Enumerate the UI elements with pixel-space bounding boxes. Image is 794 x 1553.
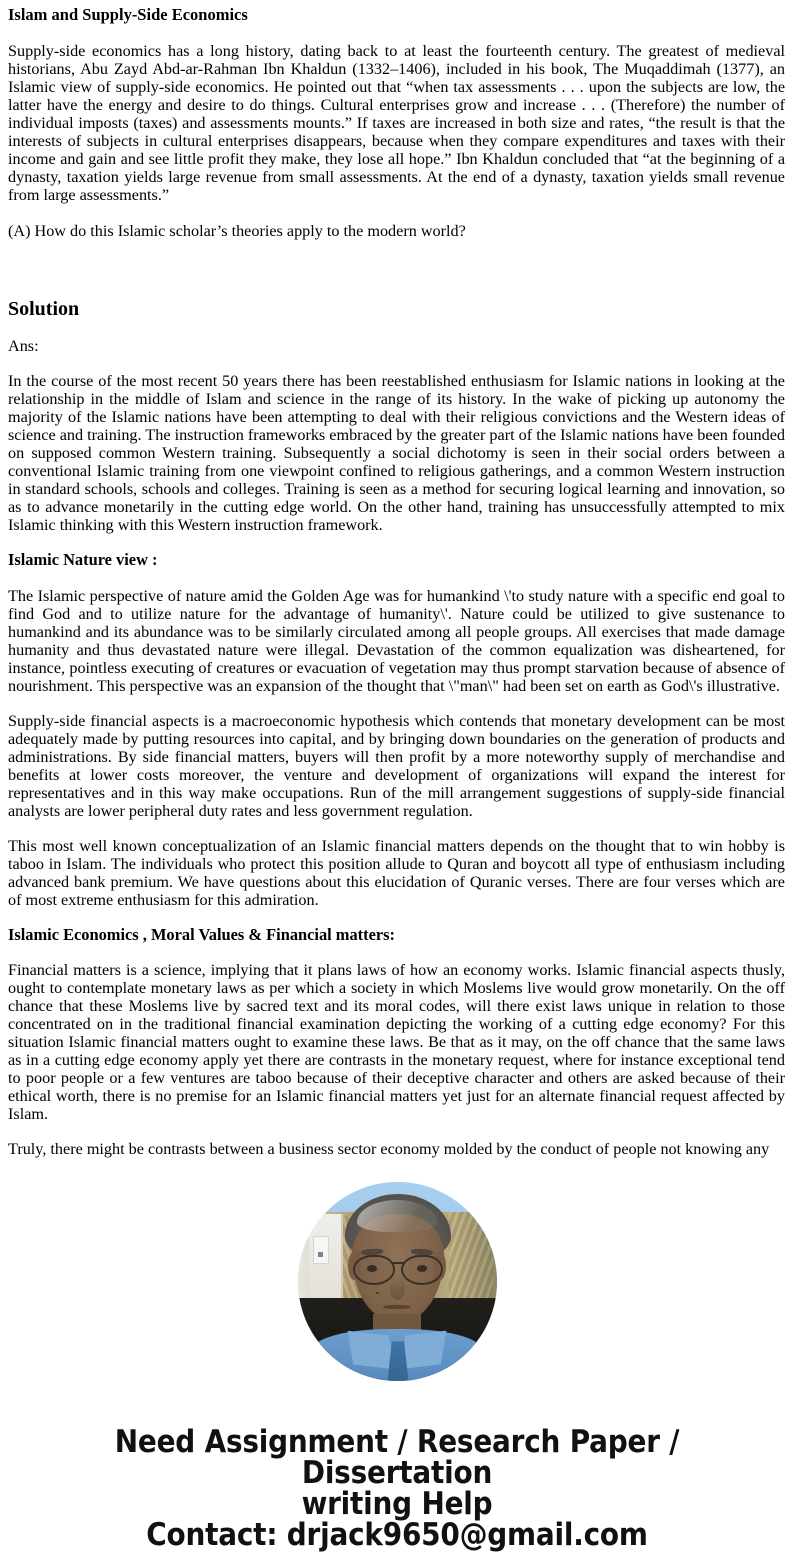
eyeglass-bridge	[391, 1262, 405, 1264]
answer-paragraph: In the course of the most recent 50 years there has been reestablished enthusiasm for Islamic nations in looking at the relationship in the middle of Islam and science in the range of its history. In the wake of picking up autonomy the majority of the Islamic nations have been attempting to deal with their religious convictions and the Western ideas of science and training. The instruction frameworks embraced by the greater part of the Islamic nations have been founded on supposed common Western training. Subsequently a social dichotomy is seen in their social orders between a conventional Islamic training from one viewpoint confined to religious gatherings, and a common Western instruction in standard schools, schools and colleges. Training is seen as a method for securing logical learning and innovation, so as to advance monetarily in the cutting edge world. On the other hand, training has unsuccessfully attempted to mix Islamic thinking with this Western instruction framework.	[8, 372, 785, 535]
person-collar-right	[400, 1331, 446, 1369]
spacer	[0, 534, 794, 551]
spacer	[0, 820, 794, 837]
truncated-paragraph: Truly, there might be contrasts between a business sector economy molded by the conduct of people not knowing any	[8, 1140, 770, 1159]
eyeglass-lens-right	[401, 1255, 443, 1285]
islamic-nature-paragraph: The Islamic perspective of nature amid the Golden Age was for humankind \'to study nature with a specific end goal to find God and to utilize nature for the advantage of humanity\'. Nature could be utilized to give sustenance to humankind and its abundance was to be similarly circulated among all people groups. All exercises that made damage humanity and thus devastated nature were illegal. Devastation of the common equalization was disheartened, for instance, pointless executing of creatures or evacuation of vegetation may thus prompt starvation because of absence of nourishment. This perspective was an expansion of the thought that \"man\" had been set on earth as God\'s illustrative.	[8, 586, 785, 695]
spacer	[0, 320, 794, 337]
answer-label: Ans:	[8, 337, 39, 356]
intro-paragraph: Supply-side economics has a long history, dating back to at least the fourteenth century. The greatest of medieval historians, Abu Zayd Abd-ar-Rahman Ibn Khaldun (1332–1406), included in his book, The Muqaddimah (1377), an Islamic view of supply-side economics. He pointed out that “when tax assessments . . . upon the subjects are low, the latter have the energy and desire to do things. Cultural enterprises grow and increase . . . (Therefore) the number of individual imposts (taxes) and assessments mounts.” If taxes are increased in both size and rates, “the result is that the interests of subjects in cultural enterprises disappears, because when they compare expenditures and taxes with their income and gain and see little profit they make, they lose all hope.” Ibn Khaldun concluded that “at the beginning of a dynasty, taxation yields large revenue from small assessments. At the end of a dynasty, taxation yields small revenue from large assessments.”	[8, 42, 785, 205]
photo-carved-panel-right	[449, 1212, 493, 1312]
spacer	[0, 1123, 794, 1140]
spacer	[0, 944, 794, 961]
spacer	[0, 355, 794, 372]
page-title: Islam and Supply-Side Economics	[8, 5, 248, 24]
person-collar-left	[348, 1331, 394, 1369]
spacer	[0, 240, 794, 298]
eyeglass-lens-left	[353, 1255, 395, 1285]
footer-advert	[0, 1381, 794, 1551]
section-heading-islamic-nature-view: Islamic Nature view :	[8, 550, 158, 570]
spacer	[0, 570, 794, 587]
photo-light-switch	[313, 1236, 329, 1264]
portrait-container	[0, 1158, 794, 1381]
section-heading-islamic-economics: Islamic Economics , Moral Values & Financial matters:	[8, 924, 395, 944]
footer-line-3: Contact: drjack9650@gmail.com	[146, 1517, 648, 1553]
spacer	[0, 695, 794, 712]
spacer	[0, 204, 794, 222]
riba-paragraph: This most well known conceptualization of an Islamic financial matters depends on the thought that to win hobby is taboo in Islam. The individuals who protect this position allude to Quran and boycott all type of enthusiasm including advanced bank premium. We have questions about this elucidation of Quranic verses. There are four verses which are of most extreme enthusiasm for this admiration.	[8, 836, 785, 909]
solution-heading: Solution	[8, 298, 80, 321]
islamic-economics-paragraph: Financial matters is a science, implying that it plans laws of how an economy works. Islamic financial aspects thusly, ought to contemplate monetary laws as per which a society in which Moslems live would grow monetarily. On the off chance that these Moslems live by sacred text and its moral codes, will there exist laws unique in relation to those concentrated on in the traditional financial examination depicting the working of a cutting edge economy? For this situation Islamic financial matters ought to examine these laws. Be that as it may, on the off chance that the same laws as in a cutting edge economy apply yet there are contrasts in the monetary request, where for instance exceptional tend to poor people or a few ventures are taboo because of their deceptive character and others are asked because of their ethical worth, there is no premise for an Islamic financial matters yet just for an alternate financial request affected by Islam.	[8, 961, 785, 1124]
footer-line-1: Need Assignment / Research Paper / Dissertation	[114, 1424, 680, 1492]
spacer	[0, 24, 794, 42]
question-text: (A) How do this Islamic scholar’s theories apply to the modern world?	[8, 222, 466, 241]
footer-line-2: writing Help	[301, 1486, 493, 1523]
supply-side-paragraph: Supply-side financial aspects is a macroeconomic hypothesis which contends that monetary development can be most adequately made by putting resources into capital, and by bringing down boundaries on the generation of products and administrations. By side financial matters, buyers will then profit by a more noteworthy supply of merchandise and benefits at lower costs moreover, the venture and development of organizations will expand the interest for representatives and in this way make occupations. Run of the mill arrangement suggestions of supply-side financial analysts are lower peripheral duty rates and less government regulation.	[8, 711, 785, 820]
person-nose	[390, 1276, 405, 1300]
author-profile-photo	[298, 1182, 497, 1381]
spacer	[0, 909, 794, 926]
